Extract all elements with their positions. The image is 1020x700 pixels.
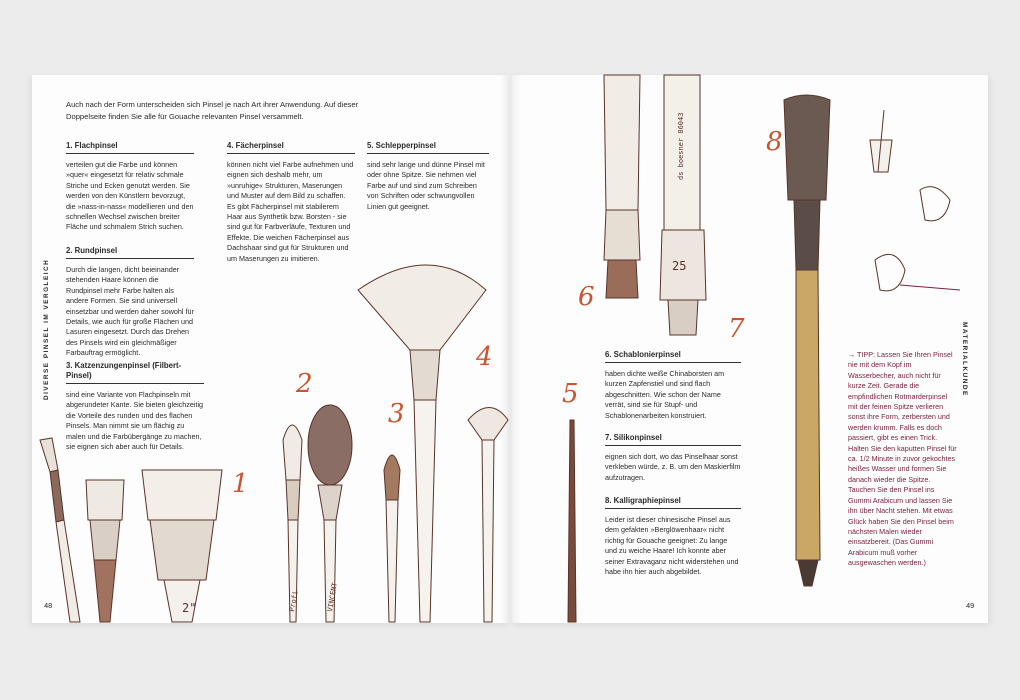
section-title: 7. Silikonpinsel bbox=[605, 433, 741, 446]
section-title: 5. Schlepperpinsel bbox=[367, 141, 489, 154]
page-number-right: 49 bbox=[966, 601, 975, 610]
section-text: verteilen gut die Farbe und können »quer« eingesetzt für relativ schmale Striche und Ecken genutzt werden. Sie werden von den Künstlern bevorzugt, die »nass-in-nass« modellieren und den schnellen Wechsel zwischen breiter Fläche und schmalem Strich suchen. bbox=[66, 160, 194, 232]
brush-brand-label-vincent: VINCENT bbox=[326, 581, 340, 613]
page-number-left: 48 bbox=[44, 601, 53, 610]
flat-brush-large-illustration bbox=[142, 470, 222, 622]
section-title: 1. Flachpinsel bbox=[66, 141, 194, 154]
fan-brush-small-illustration bbox=[468, 408, 508, 623]
section-text: Durch die langen, dicht beieinander stehenden Haare können die Rundpinsel mehr Farbe halten als andere Formen. Sie sind universell einsetzbar und werden daher sowohl für Details, wie auch für große Flächen und Lasuren eingesetzt. Durch das Drehen des Pinsels wird ein gleichmäßiger Farbauftrag ermöglicht. bbox=[66, 265, 194, 358]
section-text: eignen sich dort, wo das Pinselhaar sonst verkleben würde, z. B. um den Maskierfilm aufzutragen. bbox=[605, 452, 741, 482]
brush-brand-label-profi: Profi bbox=[288, 590, 300, 613]
side-label-right: MATERIALKUNDE bbox=[961, 322, 968, 397]
cup-and-face-sketch bbox=[870, 110, 960, 291]
section-text: Leider ist dieser chinesische Pinsel aus dem gefakten »Berglöwenhaar« nicht richtig für Gouache geeignet: Zu lange und zu weiche Haare! Ich konnte aber seiner Extravaganz nicht widerstehen und habe ihn hier auch abgebildet. bbox=[605, 515, 739, 577]
brush-size-label-2: 2" bbox=[182, 601, 197, 615]
section-title: 2. Rundpinsel bbox=[66, 246, 194, 259]
section-schablonierpinsel bbox=[605, 350, 741, 421]
section-silikonpinsel bbox=[605, 433, 741, 483]
flat-brush-small-illustration bbox=[40, 438, 80, 622]
flat-brush-medium-illustration bbox=[86, 480, 124, 622]
section-text: sind sehr lange und dünne Pinsel mit oder ohne Spitze. Sie nehmen viel Farbe auf und sind zum Schreiben von Schriften oder schwungvollen Linien gut geeignet. bbox=[367, 160, 485, 211]
section-schlepperpinsel bbox=[367, 141, 489, 212]
calligraphy-brush-illustration bbox=[784, 95, 830, 586]
section-title: 3. Katzenzungenpinsel (Filbert-Pinsel) bbox=[66, 361, 204, 384]
stencil-brush-illustration bbox=[604, 75, 640, 298]
intro-paragraph: Auch nach der Form unterscheiden sich Pinsel je nach Art ihrer Anwendung. Auf dieser Doppelseite finden Sie alle für Gouache relevanten Pinsel versammelt. bbox=[66, 100, 359, 121]
section-text: sind eine Variante von Flachpinseln mit abgerundeter Kante. Sie bieten gleichzeitig die Vorteile des runden und des flachen Pinsels. Man nimmt sie um flächig zu malen und die Farbübergänge zu machen, sie eignen sich aber auch für Details. bbox=[66, 390, 204, 452]
filbert-brush-illustration bbox=[384, 455, 400, 622]
section-title: 4. Fächerpinsel bbox=[227, 141, 355, 154]
section-title: 8. Kalligraphiepinsel bbox=[605, 496, 741, 509]
section-rundpinsel bbox=[66, 246, 194, 359]
rigger-brush-illustration bbox=[568, 420, 576, 622]
brush-number-8: 8 bbox=[766, 127, 783, 157]
brush-number-6: 6 bbox=[578, 282, 595, 312]
brush-number-1: 1 bbox=[232, 469, 249, 499]
brush-number-2: 2 bbox=[296, 369, 313, 399]
section-text: haben dichte weiße Chinaborsten am kurzen Zapfenstiel und sind flach abgeschnitten. Wie schon der Name verrät, sind sie für Stupf- und Schablonenarbeiten konstruiert. bbox=[605, 369, 725, 420]
tip-box: → TIPP: Lassen Sie Ihren Pinsel nie mit dem Kopf im Wasserbecher, auch nicht für kurze Zeit. Gerade die empfindlichen Rotmarderpinsel mit der feinen Spitze verlieren sonst ihre Form, zerbersten und werden krumm. Falls es doch passiert, gibt es einen Trick. Halten Sie den kaputten Pinsel für ca. 1/2 Minute in zuvor gekochtes heißes Wasser und formen Sie danach wieder die Spitze. Tauchen Sie den Pinsel ins Gummi Arabicum und lassen Sie ihn über Nacht stehen. Mit etwas Glück haben Sie den Pinsel beim nächsten Malen wieder einsatzbereit. (Das Gummi Arabicum muß vorher ausgewaschen werden.) bbox=[848, 350, 957, 568]
section-kalligraphiepinsel bbox=[605, 496, 741, 577]
brush-number-7: 7 bbox=[728, 314, 745, 344]
fan-brush-large-illustration bbox=[358, 265, 486, 622]
brush-number-5: 5 bbox=[562, 379, 579, 409]
section-katzenzungenpinsel bbox=[66, 361, 204, 452]
section-title: 6. Schablonierpinsel bbox=[605, 350, 741, 363]
section-faecherpinsel bbox=[227, 141, 355, 264]
brush-number-4: 4 bbox=[476, 342, 493, 372]
brush-brand-label: ds boesner 86043 bbox=[677, 112, 685, 180]
side-label-left: DIVERSE PINSEL IM VERGLEICH bbox=[43, 258, 50, 400]
section-flachpinsel bbox=[66, 141, 194, 233]
brush-size-label-25: 25 bbox=[672, 259, 687, 273]
section-text: können nicht viel Farbe aufnehmen und eignen sich deshalb mehr, um »unruhige« Strukturen, Maserungen und Muster auf dem Bild zu schaffen. Es gibt Fächerpinsel mit stabilerem Haar aus Synthetik bzw. Borsten - sie sind gut für Farbverläufe, Texturen und Effekte. Die weichen Fächerpinsel aus Dachshaar sind gut für Strukturen und um Maserungen zu imitieren. bbox=[227, 160, 354, 263]
brush-number-3: 3 bbox=[388, 399, 405, 429]
